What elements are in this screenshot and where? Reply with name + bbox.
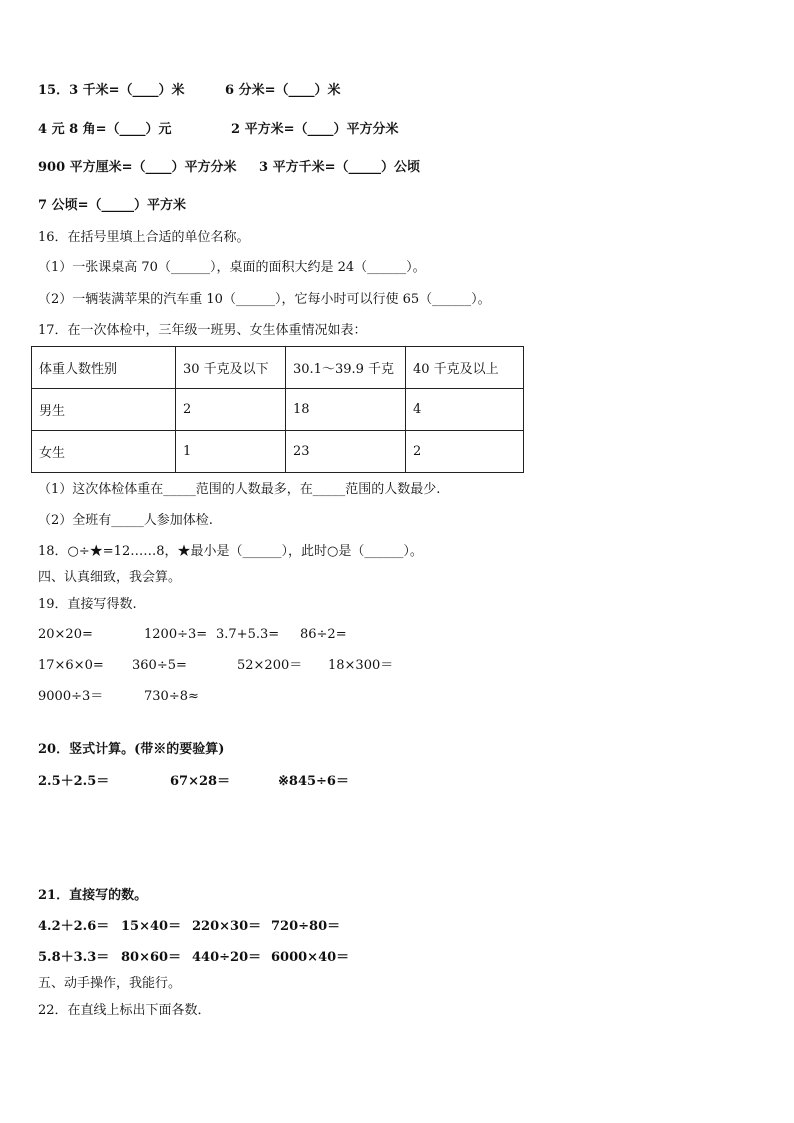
q22-title: 22．在直线上标出下面各数． bbox=[38, 1003, 211, 1018]
q20-expr: 67×28＝ bbox=[170, 774, 231, 789]
q21-row1-expr: 15×40＝ bbox=[121, 919, 182, 934]
table-cell: 2 bbox=[176, 389, 286, 431]
q16-title: 16．在括号里填上合适的单位名称。 bbox=[38, 230, 250, 245]
q19-row3-expr: 730÷8≈ bbox=[144, 689, 199, 704]
table-header-row bbox=[32, 347, 524, 389]
q15-line2-a: 4 元 8 角=（____）元 bbox=[38, 122, 172, 137]
q17-item1: （1）这次体检体重在_____范围的人数最多，在_____范围的人数最少. bbox=[38, 482, 441, 497]
table-cell: 男生 bbox=[32, 389, 176, 431]
q15-line1-a: 15．3 千米=（____）米 bbox=[38, 83, 185, 98]
q19-row3-expr: 9000÷3＝ bbox=[38, 689, 104, 704]
q21-row1-expr: 4.2＋2.6＝ bbox=[38, 919, 110, 934]
table-header-cell: 40 千克及以上 bbox=[406, 347, 524, 389]
table-cell: 18 bbox=[286, 389, 406, 431]
q20-expr: 2.5＋2.5＝ bbox=[38, 774, 110, 789]
q19-row1-expr: 86÷2= bbox=[300, 627, 347, 642]
q21-row1-expr: 220×30＝ bbox=[192, 919, 262, 934]
table-cell: 1 bbox=[176, 431, 286, 473]
q20-title: 20．竖式计算。(带※的要验算) bbox=[38, 742, 225, 757]
q18-text: 18．○÷★=12……8，★最小是（______），此时○是（______）。 bbox=[38, 544, 423, 559]
q16-item1: （1）一张课桌高 70（______），桌面的面积大约是 24（______）。 bbox=[38, 260, 426, 275]
q16-item2: （2）一辆装满苹果的汽车重 10（______），它每小时可以行使 65（______）。 bbox=[38, 292, 491, 307]
q21-row2-expr: 80×60＝ bbox=[121, 950, 182, 965]
q17-title: 17．在一次体检中，三年级一班男、女生体重情况如表： bbox=[38, 323, 367, 338]
table-header-cell: 体重人数性别 bbox=[32, 347, 176, 389]
q19-row2-expr: 17×6×0= bbox=[38, 658, 104, 673]
q15-line1-b: 6 分米=（____）米 bbox=[225, 83, 341, 98]
q15-line3-b: 3 平方千米=（_____）公顷 bbox=[259, 160, 420, 175]
q21-title: 21．直接写的数。 bbox=[38, 888, 148, 903]
table-header-cell: 30 千克及以下 bbox=[176, 347, 286, 389]
section4-heading: 四、认真细致，我会算。 bbox=[38, 570, 182, 585]
q19-row1-expr: 20×20= bbox=[38, 627, 93, 642]
q21-row2-expr: 5.8＋3.3＝ bbox=[38, 950, 110, 965]
table-row bbox=[32, 431, 524, 473]
section5-heading: 五、动手操作，我能行。 bbox=[38, 976, 182, 991]
table-cell: 女生 bbox=[32, 431, 176, 473]
q15-line4: 7 公顷=（_____）平方米 bbox=[38, 198, 186, 213]
q19-row1-expr: 3.7+5.3= bbox=[216, 627, 280, 642]
q19-row1-expr: 1200÷3= bbox=[144, 627, 208, 642]
q21-row1-expr: 720÷80＝ bbox=[271, 919, 341, 934]
q19-title: 19．直接写得数. bbox=[38, 597, 137, 612]
q17-item2: （2）全班有_____人参加体检. bbox=[38, 513, 213, 528]
weight-table bbox=[31, 346, 524, 473]
q21-row2-expr: 440÷20＝ bbox=[192, 950, 262, 965]
q19-row2-expr: 360÷5= bbox=[132, 658, 187, 673]
q20-expr: ※845÷6＝ bbox=[278, 774, 349, 789]
table-row bbox=[32, 389, 524, 431]
q15-line3-a: 900 平方厘米=（____）平方分米 bbox=[38, 160, 237, 175]
table-cell: 23 bbox=[286, 431, 406, 473]
table-header-cell: 30.1～39.9 千克 bbox=[286, 347, 406, 389]
q19-row2-expr: 52×200＝ bbox=[237, 658, 303, 673]
table-cell: 4 bbox=[406, 389, 524, 431]
q15-line2-b: 2 平方米=（____）平方分米 bbox=[231, 122, 399, 137]
q19-row2-expr: 18×300＝ bbox=[328, 658, 394, 673]
table-cell: 2 bbox=[406, 431, 524, 473]
q21-row2-expr: 6000×40＝ bbox=[271, 950, 350, 965]
